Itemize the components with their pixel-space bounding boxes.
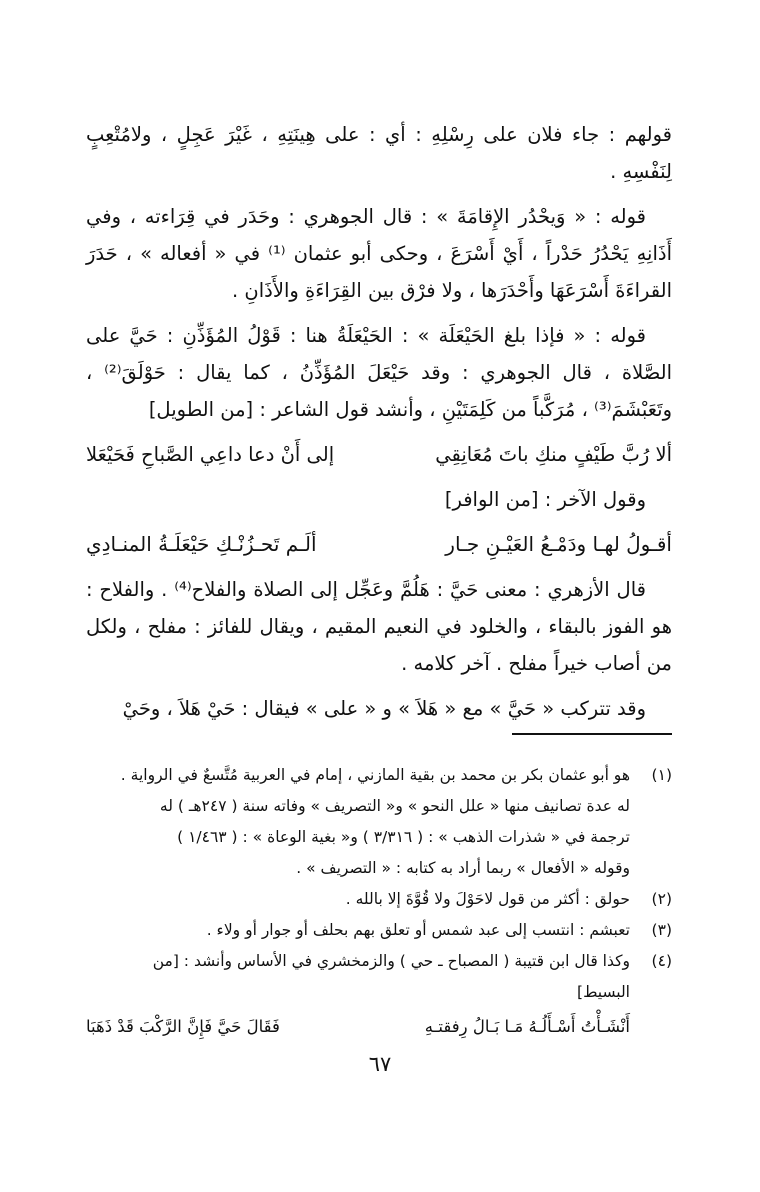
footnote-verse (86, 1010, 672, 1044)
footnote-line: له عدة تصانيف منها « علل النحو » و« التصريف » وفاته سنة ( ٢٤٧هـ ) له (159, 797, 630, 815)
paragraph-hayala: قوله : « فإذا بلغ الحَيْعَلَة » : الحَيْعَلَةُ هنا : قَوْلُ المُؤَذِّنِ : حَيَّ على الصَّلاة ، قال الجوهري : وقد حَيْعَلَ المُؤَذِّنُ ، كما يقال : حَوْلَقَ⁽²⁾ ، وتَعَبْشَمَ⁽³⁾ ، مُرَكَّباً من كَلِمَتَيْنِ ، وأنشد قول الشاعر : [من الطويل] (86, 324, 672, 421)
verse-2-intro: وقول الآخر : [من الوافر] (444, 488, 646, 511)
page-number: ٦٧ (368, 1052, 392, 1076)
verse-line-1 (86, 436, 672, 473)
verse-2-first-hemistich: أقـولُ لهـا ودَمْـعُ العَيْـنِ جـار (445, 532, 672, 556)
paragraph-yahdur: قوله : « وَيحْدُر الإِقامَةَ » : قال الجوهري : وحَدَر في قِرَاءته ، وفي أَذَانِهِ يَحْدُرُ حَدْراً ، أَيْ أَسْرَعَ ، وحكى أبو عثمان ⁽¹⁾ في « أفعاله » ، حَدَرَ القراءَةَ أَسْرَعَهَا وأَحْدَرَها ، ولا فرْق بين القِرَاءَةِ والأَذَانِ . (86, 205, 672, 302)
verse-1-first-hemistich: ألا رُبَّ طَيْفٍ منكِ باتَ مُعَانِقِي (435, 443, 672, 466)
footnote-line: وقوله « الأفعال » ربما أراد به كتابه : « التصريف » . (296, 859, 630, 877)
verse-1-second-hemistich: إلى أَنْ دعا داعِي الصَّباحِ فَحَيْعَلا (86, 443, 335, 466)
footnote-4 (86, 946, 672, 1008)
footnotes (86, 760, 672, 1044)
footnote-line: البسيط] (577, 983, 630, 1001)
footnote-2 (86, 884, 672, 915)
footnote-verse-second-hemistich: فَقَالَ حَيَّ فَإِنَّ الرَّكْبَ قَدْ ذَهَبَا (86, 1017, 280, 1036)
footnote-number: (١) (651, 766, 672, 784)
footnote-number: (٢) (651, 890, 672, 908)
footnote-divider (512, 733, 672, 735)
footnote-line: حولق : أكثر من قول لاحَوْلَ ولا قُوَّةَ إلا بالله . (345, 890, 630, 908)
main-text (86, 116, 672, 735)
footnote-line: ترجمة في « شذرات الذهب » : ( ٣/٣١٦ ) و« بغية الوعاة » : ( ١/٤٦٣ ) (177, 828, 630, 846)
verse-line-2 (86, 526, 672, 563)
footnote-verse-first-hemistich: أَنْشَـأْتُ أَسْـأَلُـهُ مَـا بَـالُ رِفقتـهِ (424, 1017, 630, 1036)
footnote-number: (٣) (651, 921, 672, 939)
footnote-line: وكذا قال ابن قتيبة ( المصباح ـ حي ) والزمخشري في الأساس وأنشد : [من (152, 952, 630, 970)
footnote-number: (٤) (651, 952, 672, 970)
footnote-line: هو أبو عثمان بكر بن محمد بن بقية المازني ، إمام في العربية مُتَّسعٌ في الرواية . (120, 766, 630, 784)
footnote-3 (86, 915, 672, 946)
footnote-1 (86, 760, 672, 884)
paragraph-azhari: قال الأزهري : معنى حَيَّ : هَلُمَّ وعَجِّل إلى الصلاة والفلاح⁽⁴⁾ . والفلاح : هو الفوز بالبقاء ، والخلود في النعيم المقيم ، ويقال للفائز : مفلح ، ولكل من أصاب خيراً مفلح . آخر كلامه . (86, 578, 672, 675)
paragraph-rislihi: قولهم : جاء فلان على رِسْلِهِ : أي : على هِينَتِهِ ، غَيْرَ عَجِلٍ ، ولامُتْعِبٍ لِنَفْسِهِ . (86, 123, 672, 183)
verse-2-second-hemistich: ألَـم تَحـزُنْـكِ حَيْعَلَـةُ المنـادِي (86, 532, 317, 556)
footnote-line: تعبشم : انتسب إلى عبد شمس أو تعلق بهم بحلف أو جوار أو ولاء . (206, 921, 630, 939)
paragraph-hay-hala: وقد تتركب « حَيَّ » مع « هَلاَ » و « على » فيقال : حَيْ هَلاَ ، وحَيْ (122, 697, 646, 720)
